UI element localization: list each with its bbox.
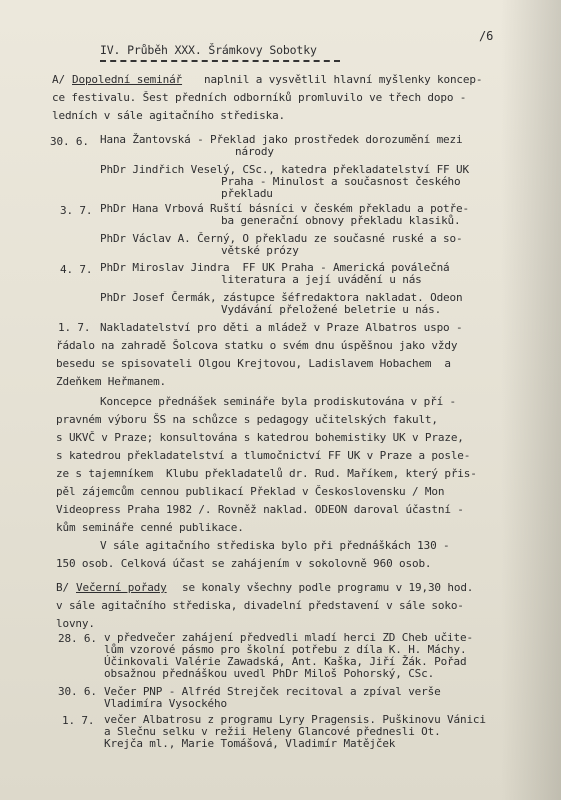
paragraph-line: kům semináře cenné publikace. bbox=[56, 521, 244, 534]
section-b-intro-line: se konaly všechny podle programu v 19,30 hod. bbox=[182, 581, 474, 594]
section-b-intro-line: v sále agitačního střediska, divadelní představení v sále soko- bbox=[56, 599, 464, 612]
entry-date: 30. 6. bbox=[50, 135, 89, 148]
paragraph-line: 150 osob. Celková účast se zahájením v sokolovně 960 osob. bbox=[56, 557, 432, 570]
section-a-intro-line: ledních v sále agitačního střediska. bbox=[52, 109, 286, 122]
page-number: /6 bbox=[479, 29, 494, 43]
section-a-heading: Dopolední seminář bbox=[72, 73, 183, 86]
entry-line: besedu se spisovateli Olgou Krejtovou, Ladislavem Hobachem a bbox=[56, 357, 451, 370]
entry-line: v předvečer zahájení předvedli mladí herci ZD Cheb učite- bbox=[104, 631, 473, 644]
section-a-intro-line: naplnil a vysvětlil hlavní myšlenky koncep- bbox=[204, 73, 483, 86]
paragraph-line: Videopress Praha 1982 /. Rovněž naklad. ODEON daroval účastní - bbox=[56, 503, 464, 516]
section-b-heading: Večerní pořady bbox=[76, 581, 167, 594]
entry-line: Hana Žantovská - Překlad jako prostředek dorozumění mezi bbox=[100, 133, 463, 146]
section-title: IV. Průběh XXX. Šrámkovy Sobotky bbox=[100, 43, 317, 57]
entry-line: Praha - Minulost a současnost českého bbox=[221, 175, 461, 188]
section-a-letter: A/ bbox=[52, 73, 65, 86]
entry-line: Zdeňkem Heřmanem. bbox=[56, 375, 167, 388]
entry-line: a Slečnu selku v režii Heleny Glancové přednesli Ot. bbox=[104, 725, 441, 738]
paragraph-line: s UKVČ v Praze; konsultována s katedrou bohemistiky UK v Praze, bbox=[56, 431, 464, 444]
paragraph-line: pěl zájemcům cennou publikací Překlad v Československu / Mon bbox=[56, 485, 445, 498]
entry-line: Nakladatelství pro děti a mládež v Praze Albatros uspo - bbox=[100, 321, 463, 334]
entry-line: PhDr Hana Vrbová Ruští básníci v českém překladu a potře- bbox=[100, 202, 469, 215]
entry-line: PhDr Václav A. Černý, O překladu ze současné ruské a so- bbox=[100, 232, 463, 245]
entry-line: Vladimíra Vysockého bbox=[104, 697, 227, 710]
entry-line: obsažnou přednáškou uvedl PhDr Miloš Pohorský, CSc. bbox=[104, 667, 435, 680]
entry-line: PhDr Miroslav Jindra FF UK Praha - Americká poválečná bbox=[100, 261, 450, 274]
section-a-intro-line: ce festivalu. Šest předních odborníků promluvilo ve třech dopo - bbox=[52, 91, 467, 104]
entry-line: literatura a její uvádění u nás bbox=[221, 273, 422, 286]
entry-date: 4. 7. bbox=[60, 263, 93, 276]
section-b-letter: B/ bbox=[56, 581, 69, 594]
section-b-intro-line: lovny. bbox=[56, 617, 95, 630]
paragraph-line: s katedrou překladatelství a tlumočnictví FF UK v Praze a posle- bbox=[56, 449, 471, 462]
entry-date: 28. 6. bbox=[58, 632, 97, 645]
entry-line: PhDr Jindřich Veselý, CSc., katedra překladatelství FF UK bbox=[100, 163, 469, 176]
entry-line: překladu bbox=[221, 187, 273, 200]
entry-line: Večer PNP - Alfréd Strejček recitoval a zpíval verše bbox=[104, 685, 441, 698]
entry-date: 1. 7. bbox=[58, 321, 91, 334]
entry-date: 3. 7. bbox=[60, 204, 93, 217]
entry-line: ba generační obnovy překladu klasiků. bbox=[221, 214, 461, 227]
entry-line: Účinkovali Valérie Zawadská, Ant. Kaška, Jiří Žák. Pořad bbox=[104, 655, 467, 668]
entry-line: řádalo na zahradě Šolcova statku o svém dnu úspěšnou jako vždy bbox=[56, 339, 458, 352]
paragraph-line: Koncepce přednášek semináře byla prodiskutována v pří - bbox=[100, 395, 456, 408]
entry-line: Vydávání přeložené beletrie u nás. bbox=[221, 303, 442, 316]
entry-line: Krejča ml., Marie Tomášová, Vladimír Matějček bbox=[104, 737, 396, 750]
entry-line: větské prózy bbox=[221, 244, 299, 257]
title-underline-divider bbox=[100, 60, 340, 62]
entry-line: národy bbox=[235, 145, 274, 158]
entry-date: 1. 7. bbox=[62, 714, 95, 727]
entry-line: lům vzorové pásmo pro školní potřebu z díla K. H. Máchy. bbox=[104, 643, 467, 656]
entry-line: večer Albatrosu z programu Lyry Pragensis. Puškinovu Vánici bbox=[104, 713, 486, 726]
paragraph-line: V sále agitačního střediska bylo při přednáškách 130 - bbox=[100, 539, 450, 552]
paragraph-line: pravném výboru ŠS na schůzce s pedagogy učitelských fakult, bbox=[56, 413, 438, 426]
entry-date: 30. 6. bbox=[58, 685, 97, 698]
page-shadow bbox=[501, 0, 561, 800]
entry-line: PhDr Josef Čermák, zástupce šéfredaktora nakladat. Odeon bbox=[100, 291, 463, 304]
paragraph-line: ze s tajemníkem Klubu překladatelů dr. Rud. Maříkem, který přis- bbox=[56, 467, 477, 480]
